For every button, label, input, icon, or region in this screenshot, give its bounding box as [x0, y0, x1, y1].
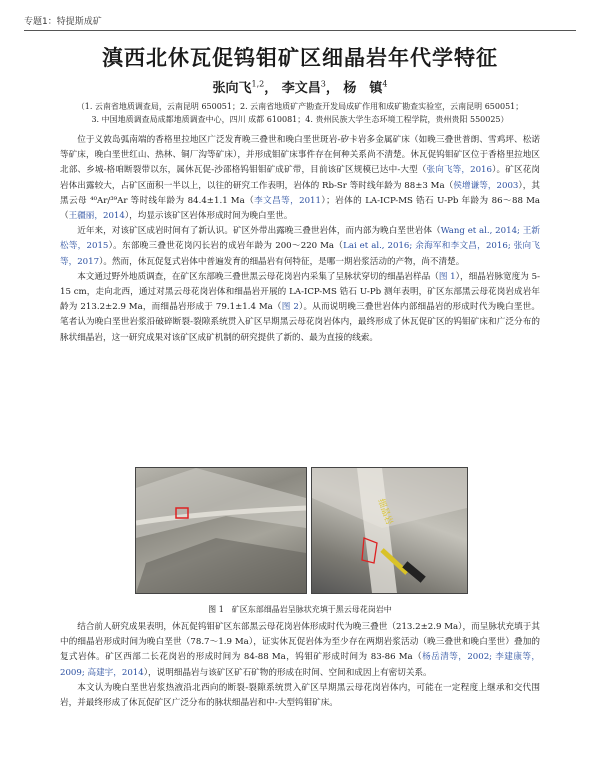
running-header — [24, 12, 576, 30]
citation-link[interactable]: Lai et al., 2016; 余海军和李文昌，2016; 张向飞等，2017 — [60, 241, 540, 267]
dike-label: 细晶岩 — [375, 497, 394, 527]
author-name: 李文昌 — [281, 81, 321, 96]
affiliation-line: （1. 云南省地质调查局，云南昆明 650051；2. 云南省地质矿产勘查开发局成矿作用和成矿勘查实验室，云南昆明 650051； — [76, 102, 524, 111]
paragraph-text: 本文通过野外地质调查，在矿区东部晚三叠世黑云母花岗岩内采集了呈脉状穿切的细晶岩样品（ — [77, 271, 439, 282]
citation-link[interactable]: 杨岳清等，2002; 李建康等，2009; 高建宇，2014 — [60, 652, 541, 678]
body-text-upper — [60, 133, 540, 346]
rock-surface — [136, 468, 306, 538]
paper-title: 滇西北休瓦促钨钼矿区细晶岩年代学特征 — [102, 46, 498, 70]
outcrop-photo-left — [136, 468, 306, 593]
author-affil-mark: 4 — [382, 79, 388, 89]
citation-link[interactable]: 侯增谦等，2003 — [453, 180, 519, 191]
figure-photo-left — [135, 467, 307, 594]
citation-link[interactable]: Wang et al., 2014; 王新松等，2015 — [60, 226, 540, 252]
author-affil-mark: 1,2 — [251, 79, 265, 89]
body-paragraph — [60, 620, 540, 681]
paragraph-text: ），说明细晶岩与该矿区矿石矿物的形成在时间、空间和成因上有密切关系。 — [143, 667, 432, 678]
paragraph-text: ）。矿区花岗岩体出露较大，占矿区面积一半以上，以往的研究工作表明，岩体的 Rb-Sr 等时线年龄为 88±3 Ma（ — [60, 165, 541, 191]
affiliation-line: 3. 中国地质调查局成都地质调查中心，四川 成都 610081；4. 贵州民族大学生态环境工程学院，贵州贵阳 550025） — [91, 115, 509, 124]
author-name: 杨 镇 — [343, 81, 383, 96]
paragraph-text: 近年来，对该矿区成岩时间有了新认识。矿区外带出露晚三叠世岩体，而内部为晚白垩世岩体（ — [77, 226, 441, 237]
author-list: 张向飞$^{1,2}$， 李文昌$^3$， 杨 镇$^4$ — [212, 79, 388, 96]
outcrop-photo-right — [312, 468, 467, 593]
paragraph-text: ），细晶岩脉宽度为 5-15 cm，走向北西，通过对黑云母花岗岩体和细晶岩开展的 LA-ICP-MS 锆石 U-Pb 测年表明，矿区东部黑云母花岗岩成岩年龄为 213.2±2.9 Ma，而细晶岩形成于 79.1±1.4 Ma（ — [60, 271, 540, 313]
paragraph-text: ），均显示该矿区岩体形成时间为晚白垩世。 — [124, 211, 293, 222]
citation-link[interactable]: 王疆丽，2014 — [68, 211, 125, 222]
author-name: 张向飞 — [212, 81, 252, 96]
paragraph-text: ）。东部晚三叠世花岗闪长岩的成岩年龄为 200～220 Ma（ — [108, 241, 344, 252]
paragraph-text: ）；岩体的 LA-ICP-MS 锆石 U-Pb 年龄为 86～88 Ma（ — [60, 195, 541, 222]
citation-link[interactable]: 张向飞等，2016 — [426, 165, 492, 176]
paragraph-text: 本文认为晚白垩世岩浆热液沿北西向的断裂-裂隙系统贯入矿区早期黑云母花岗岩体内，可能在一定程度上继承和交代围岩，并最终形成了休瓦促矿区广泛分布的脉状细晶岩和中-大型钨钼矿床。 — [60, 682, 540, 709]
body-text-lower — [60, 620, 540, 711]
paragraph-text: 位于义敦岛弧南端的香格里拉地区广泛发育晚三叠世和晚白垩世斑岩-矽卡岩多金属矿床（如晚三叠世普朗、雪鸡坪、松诺等矿床，晚白垩世红山、热林、铜厂沟等矿床），并形成钼矿床事件存在何种关系尚不清楚。休瓦促钨钼矿区位于香格里拉地区北部、乡城-格咱断裂带以东，属休瓦促-沙邵格钨钼钼矿成矿带，目前该矿区规模已达中-大型（ — [60, 135, 540, 176]
citation-link[interactable]: 图 2 — [281, 302, 299, 313]
paragraph-text: ）。然而，休瓦促复式岩体中普遍发育的细晶岩有何特征，是哪一期岩浆活动的产物，尚不清楚。 — [99, 256, 465, 267]
body-paragraph — [60, 681, 540, 711]
paragraph-text: ）。从而说明晚三叠世岩体内部细晶岩的形成时代为晚白垩世。笔者认为晚白垩世岩浆沿破碎断裂-裂隙系统贯入矿区早期黑云母花岗岩体内，最终形成了休瓦促矿区的钨钼矿床和广泛分布的脉状细晶岩，这一研究成果对该矿区成矿机制的研究提供了新的、最为直接的线索。 — [60, 302, 541, 343]
body-paragraph — [60, 224, 540, 270]
header-label: 专题1：特提斯成矿 — [24, 17, 102, 27]
paragraph-text: ），其黑云母 ⁴⁰Ar/³⁹Ar 等时线年龄为 84.4±1.1 Ma（ — [60, 180, 540, 206]
body-paragraph — [60, 133, 540, 224]
header-rule — [24, 30, 576, 31]
figure-caption: 图 1 矿区东部细晶岩呈脉状充填于黑云母花岗岩中 — [208, 605, 392, 614]
citation-link[interactable]: 李文昌等，2011 — [254, 195, 321, 206]
author-affil-mark: 3 — [320, 79, 326, 89]
paragraph-text: 结合前人研究成果表明，休瓦促钨钼矿区东部黑云母花岗岩体形成时代为晚三叠世（213.2±2.9 Ma），而呈脉状充填于其中的细晶岩形成时间为晚白垩世（78.7～1.9 Ma），证实休瓦促岩体为至少存在两期岩浆活动（晚三叠世和晚白垩世）叠加的复式岩体。矿区西部二长花岗岩的形成时间为 84-88 Ma，钨钼矿形成时间为 83-86 Ma（ — [60, 622, 540, 663]
figure-photo-right — [311, 467, 468, 594]
citation-link[interactable]: 图 1 — [438, 271, 456, 282]
body-paragraph — [60, 270, 540, 346]
rock-shadow — [136, 538, 306, 593]
